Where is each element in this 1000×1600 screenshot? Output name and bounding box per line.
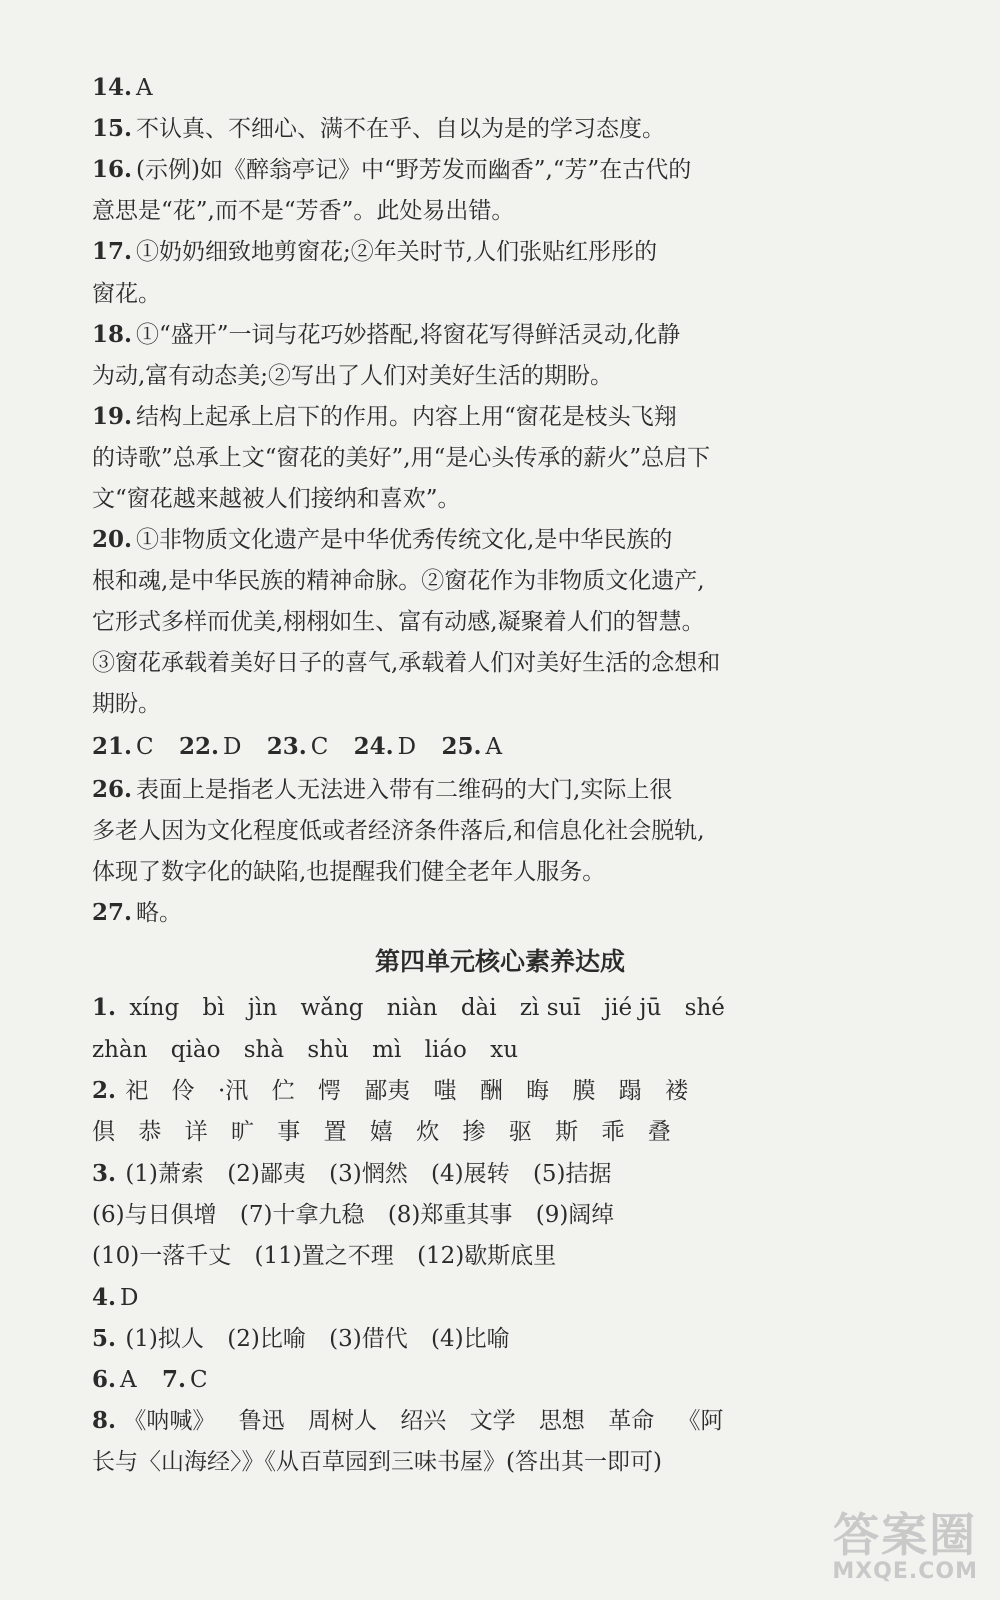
character: ·汛 xyxy=(217,1078,249,1104)
word-item: (2)比喻 xyxy=(227,1326,306,1352)
answer-27 xyxy=(92,893,850,933)
pinyin: liáo xyxy=(424,1037,467,1063)
answer-text: 不认真、不细心、满不在乎、自以为是的学习态度。 xyxy=(136,116,666,142)
q3-line2 xyxy=(92,1195,850,1235)
pinyin: bì xyxy=(202,995,225,1021)
q5 xyxy=(92,1319,850,1359)
watermark-cn: 答案圈 xyxy=(833,1508,978,1562)
answer-number: 26. xyxy=(92,776,133,803)
answer-17-line1 xyxy=(92,232,850,272)
pinyin: shé xyxy=(684,995,725,1021)
answer-text: A xyxy=(136,75,153,101)
pinyin: dài xyxy=(460,995,497,1021)
character: 伶 xyxy=(171,1078,195,1104)
answer-17-line2: 窗花。 xyxy=(92,281,161,307)
answer-text: 略。 xyxy=(136,900,183,926)
word-item: (1)萧索 xyxy=(125,1161,204,1187)
question-number: 3. xyxy=(92,1160,117,1187)
question-number: 4. xyxy=(92,1284,117,1311)
character: 膜 xyxy=(572,1078,596,1104)
pinyin: zì suī xyxy=(519,995,581,1021)
character: 掺 xyxy=(462,1119,486,1145)
character: 嬉 xyxy=(369,1119,393,1145)
q6-7 xyxy=(92,1360,850,1400)
answer-number: 27. xyxy=(92,899,133,926)
q1-line2 xyxy=(92,1030,850,1070)
answer-14 xyxy=(92,68,850,108)
answer-15 xyxy=(92,109,850,149)
answer-number: 21. xyxy=(92,733,133,760)
answer-16-line1 xyxy=(92,150,850,190)
pinyin: xíng xyxy=(129,995,180,1021)
answer-20-line2: 根和魂,是中华民族的精神命脉。②窗花作为非物质文化遗产, xyxy=(92,568,705,594)
question-number: 6. xyxy=(92,1366,117,1393)
word-item: (4)比喻 xyxy=(431,1326,510,1352)
character: 鄙夷 xyxy=(364,1078,411,1104)
word-item: 绍兴 xyxy=(400,1408,447,1434)
word-item: (1)拟人 xyxy=(125,1326,204,1352)
pinyin: shù xyxy=(307,1037,349,1063)
character: 驱 xyxy=(508,1119,532,1145)
question-number: 8. xyxy=(92,1407,117,1434)
answer-text: D xyxy=(222,734,242,760)
answer-20-line4: ③窗花承载着美好日子的喜气,承载着人们对美好生活的念想和 xyxy=(92,650,721,676)
character: 蹋 xyxy=(618,1078,642,1104)
section-title: 第四单元核心素养达成 xyxy=(374,947,625,976)
answer-text: ①非物质文化遗产是中华优秀传统文化,是中华民族的 xyxy=(136,527,673,553)
word-item: (12)歇斯底里 xyxy=(417,1243,557,1269)
character: 斯 xyxy=(555,1119,579,1145)
word-item: (7)十拿九稳 xyxy=(239,1202,365,1228)
character: 叠 xyxy=(647,1119,671,1145)
answer-26-line1 xyxy=(92,770,850,810)
answer-number: 16. xyxy=(92,156,133,183)
word-item: (2)鄙夷 xyxy=(227,1161,306,1187)
pinyin: shà xyxy=(243,1037,285,1063)
answer-number: 19. xyxy=(92,403,133,430)
q4 xyxy=(92,1278,850,1318)
character: 乖 xyxy=(601,1119,625,1145)
answer-text: A xyxy=(120,1367,137,1393)
pinyin: jié jū xyxy=(604,995,662,1021)
word-item: (3)惘然 xyxy=(329,1161,408,1187)
character: 倶 xyxy=(92,1119,115,1145)
answer-text: A xyxy=(485,734,503,760)
answer-number: 22. xyxy=(178,733,219,760)
answer-text: C xyxy=(310,734,329,760)
answer-20-line3: 它形式多样而优美,栩栩如生、富有动感,凝聚着人们的智慧。 xyxy=(92,609,705,635)
answer-number: 17. xyxy=(92,238,133,265)
answer-18-line1 xyxy=(92,315,850,355)
word-item: (9)阔绰 xyxy=(535,1202,615,1228)
word-item: (3)借代 xyxy=(329,1326,408,1352)
answer-text: 表面上是指老人无法进入带有二维码的大门,实际上很 xyxy=(136,777,673,803)
word-item: 思想 xyxy=(538,1408,585,1434)
character: 事 xyxy=(277,1119,301,1145)
answer-number: 23. xyxy=(266,733,307,760)
word-item: 革命 xyxy=(608,1408,655,1434)
question-number: 2. xyxy=(92,1077,117,1104)
character: 愕 xyxy=(317,1078,341,1104)
character: 炊 xyxy=(416,1119,440,1145)
character: 伫 xyxy=(271,1078,295,1104)
answer-text: ①“盛开”一词与花巧妙搭配,将窗花写得鲜活灵动,化静 xyxy=(136,322,681,348)
character: 嗤 xyxy=(433,1078,457,1104)
q3-line1 xyxy=(92,1154,850,1194)
word-item: (11)置之不理 xyxy=(254,1243,394,1269)
character: 置 xyxy=(323,1119,347,1145)
pinyin: mì xyxy=(372,1037,402,1063)
answer-number: 14. xyxy=(92,74,133,101)
answer-number: 18. xyxy=(92,321,133,348)
character: 祀 xyxy=(125,1078,149,1104)
watermark-en: MXQE.COM xyxy=(832,1559,978,1584)
q8-line2: 长与〈山海经〉》《从百草园到三味书屋》(答出其一即可) xyxy=(92,1449,662,1475)
word-item: 周树人 xyxy=(307,1408,377,1434)
word-item: 《呐喊》 xyxy=(123,1408,216,1434)
answer-20-line5: 期盼。 xyxy=(92,691,161,717)
word-item: 鲁迅 xyxy=(238,1408,285,1434)
answer-20-line1 xyxy=(92,520,850,560)
answer-number: 15. xyxy=(92,115,133,142)
question-number: 5. xyxy=(92,1325,117,1352)
answers-21-25 xyxy=(92,727,850,767)
q8-line1 xyxy=(92,1401,850,1441)
character: 详 xyxy=(184,1119,208,1145)
answer-16-line2: 意思是“花”,而不是“芳香”。此处易出错。 xyxy=(92,198,515,224)
answer-18-line2: 为动,富有动态美;②写出了人们对美好生活的期盼。 xyxy=(92,363,614,389)
character: 恭 xyxy=(138,1119,162,1145)
pinyin: qiào xyxy=(170,1037,221,1063)
word-item: (4)展转 xyxy=(431,1161,510,1187)
word-item: (8)郑重其事 xyxy=(387,1202,513,1228)
answer-text: D xyxy=(397,734,417,760)
answer-19-line3: 文“窗花越来越被人们接纳和喜欢”。 xyxy=(92,486,461,512)
question-number: 7. xyxy=(161,1366,186,1393)
question-number: 1. xyxy=(92,994,117,1021)
answer-text: D xyxy=(120,1285,139,1311)
answer-text: C xyxy=(189,1367,208,1393)
answer-number: 24. xyxy=(353,733,394,760)
answer-19-line2: 的诗歌”总承上文“窗花的美好”,用“是心头传承的薪火”总启下 xyxy=(92,445,711,471)
answer-number: 20. xyxy=(92,526,133,553)
character: 酬 xyxy=(479,1078,503,1104)
pinyin: zhàn xyxy=(92,1037,148,1063)
answer-19-line1 xyxy=(92,397,850,437)
answer-text: C xyxy=(136,734,154,760)
word-item: 《阿 xyxy=(677,1408,724,1434)
character: 褛 xyxy=(665,1078,689,1104)
answer-text: (示例)如《醉翁亭记》中“野芳发而幽香”,“芳”在古代的 xyxy=(136,157,692,183)
answer-text: ①奶奶细致地剪窗花;②年关时节,人们张贴红彤彤的 xyxy=(136,239,658,265)
word-item: (10)一落千丈 xyxy=(92,1243,232,1269)
answer-26-line2: 多老人因为文化程度低或者经济条件落后,和信息化社会脱轨, xyxy=(92,818,705,844)
answer-26-line3: 体现了数字化的缺陷,也提醒我们健全老年人服务。 xyxy=(92,859,606,885)
pinyin: xu xyxy=(490,1037,519,1063)
pinyin: jìn xyxy=(247,995,278,1021)
word-item: (6)与日俱增 xyxy=(92,1202,217,1228)
q2-line2 xyxy=(92,1112,850,1152)
character: 晦 xyxy=(526,1078,550,1104)
answer-number: 25. xyxy=(441,733,482,760)
word-item: 文学 xyxy=(469,1408,516,1434)
q1-line1 xyxy=(92,988,850,1028)
q2-line1 xyxy=(92,1071,850,1111)
pinyin: wǎng xyxy=(300,995,364,1021)
q3-line3 xyxy=(92,1236,850,1276)
answer-text: 结构上起承上启下的作用。内容上用“窗花是枝头飞翔 xyxy=(136,404,677,430)
word-item: (5)拮据 xyxy=(532,1161,612,1187)
character: 旷 xyxy=(230,1119,254,1145)
watermark-logo xyxy=(832,1510,978,1584)
pinyin: niàn xyxy=(386,995,438,1021)
